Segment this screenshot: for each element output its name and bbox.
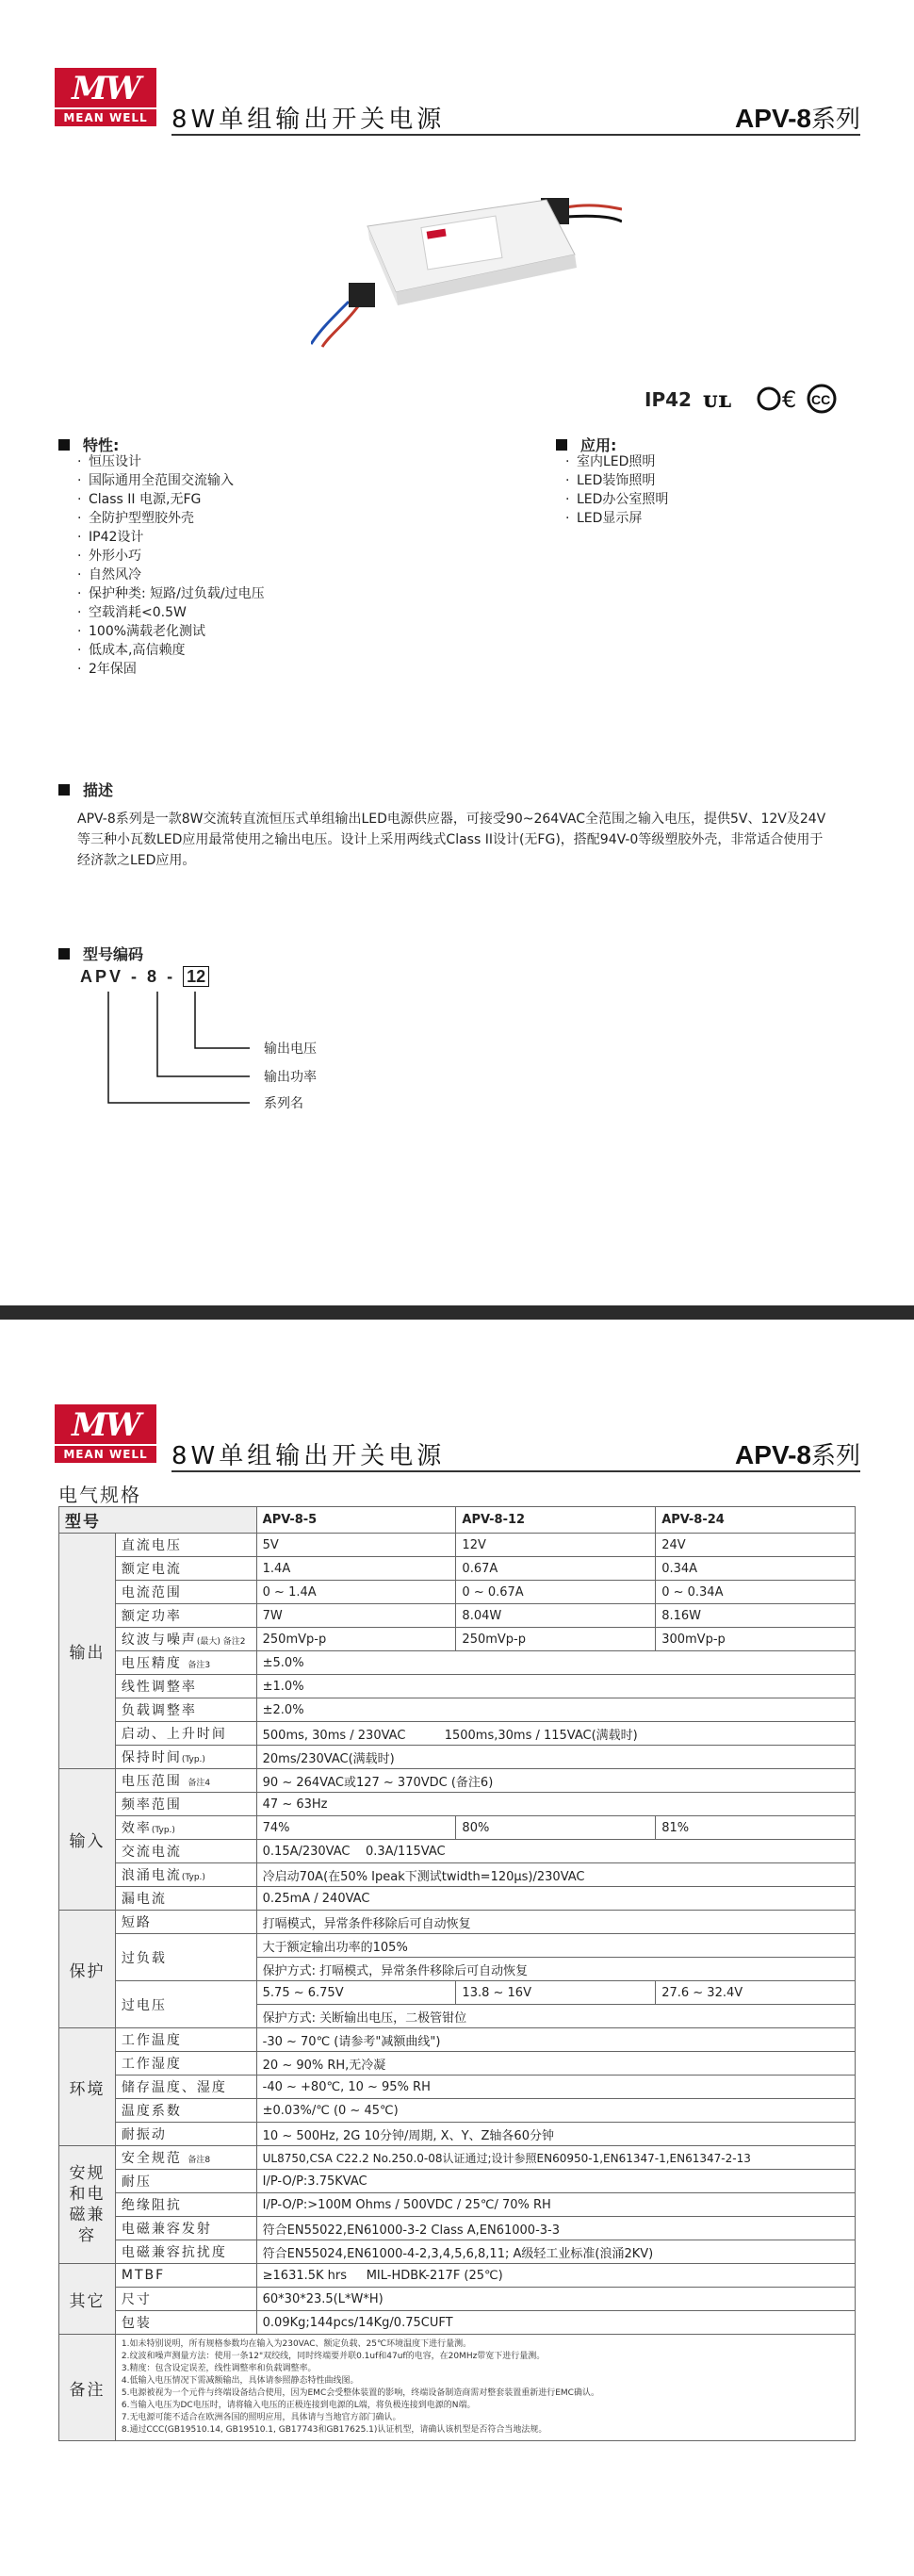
param-label: 绝缘阻抗 xyxy=(115,2193,256,2217)
param-label: 电磁兼容发射 xyxy=(115,2217,256,2240)
table-row xyxy=(59,2193,856,2217)
cell: 20ms/230VAC(满载时) xyxy=(256,1746,855,1769)
list-item: · 自然风冷 xyxy=(77,566,265,584)
list-item: · 全防护型塑胶外壳 xyxy=(77,509,265,528)
param-label: 电压精度 备注3 xyxy=(115,1651,256,1675)
cell: 10 ~ 500Hz, 2G 10分钟/周期, X、Y、Z轴各60分钟 xyxy=(256,2123,855,2146)
cell: 0.15A/230VAC 0.3A/115VAC xyxy=(256,1840,855,1863)
cell: ±1.0% xyxy=(256,1675,855,1698)
model-name: APV-8-24 xyxy=(656,1507,856,1534)
features-heading: 特性: xyxy=(58,434,119,455)
param-label: 频率范围 xyxy=(115,1793,256,1816)
applications-list xyxy=(565,452,668,528)
table-row xyxy=(59,1840,856,1863)
cell: ≥1631.5K hrs MIL-HDBK-217F (25℃) xyxy=(256,2264,855,2288)
model-label: 型号 xyxy=(59,1507,257,1534)
param-label: 线性调整率 xyxy=(115,1675,256,1698)
param-label: 耐压 xyxy=(115,2170,256,2193)
table-row xyxy=(59,1722,856,1746)
page-separator xyxy=(0,1305,914,1320)
svg-text:€: € xyxy=(782,386,797,413)
description-heading: 描述 xyxy=(58,779,113,800)
features-list xyxy=(77,452,265,679)
list-item: · 保护种类: 短路/过负载/过电压 xyxy=(77,584,265,603)
category-safety-emc: 安规和电磁兼容 xyxy=(59,2146,116,2264)
list-item: · LED显示屏 xyxy=(565,509,668,528)
table-row xyxy=(59,1507,856,1534)
spec-table xyxy=(58,1506,856,2441)
table-row xyxy=(59,1628,856,1651)
table-row xyxy=(59,2288,856,2311)
param-label: 包装 xyxy=(115,2311,256,2335)
description-text: APV-8系列是一款8W交流转直流恒压式单组输出LED电源供应器，可接受90~264VAC全范围之输入电压，提供5V、12V及24V等三种小瓦数LED应用最常使用之输出电压。设计上采用两线式Class II设计(无FG)，搭配94V-0等级塑胶外壳，非常适合使用于经济款之LED应用。 xyxy=(77,812,826,868)
cell: ±2.0% xyxy=(256,1698,855,1722)
param-label: 工作温度 xyxy=(115,2028,256,2052)
cell: 20 ~ 90% RH,无冷凝 xyxy=(256,2052,855,2076)
cell: 7W xyxy=(256,1604,456,1628)
cell: 12V xyxy=(456,1534,656,1557)
param-label: 直流电压 xyxy=(115,1534,256,1557)
svg-text:CC: CC xyxy=(811,392,831,407)
category-protection: 保护 xyxy=(59,1911,116,2028)
param-label: 短路 xyxy=(115,1911,256,1934)
param-label: 交流电流 xyxy=(115,1840,256,1863)
cell: I/P-O/P:3.75KVAC xyxy=(256,2170,855,2193)
logo-brand: MEAN WELL xyxy=(55,109,156,126)
param-label: 过电压 xyxy=(115,1981,256,2028)
cell: 90 ~ 264VAC或127 ~ 370VDC (备注6) xyxy=(256,1769,855,1793)
logo-text: MW xyxy=(72,70,139,107)
cell: 8.04W xyxy=(456,1604,656,1628)
list-item: · 100%满载老化测试 xyxy=(77,622,265,641)
cell: 保护方式: 关断输出电压，二极管钳位 xyxy=(256,2005,855,2028)
header-divider xyxy=(171,134,860,136)
table-row xyxy=(59,2123,856,2146)
header-divider xyxy=(171,1470,860,1472)
list-item: · 外形小巧 xyxy=(77,547,265,566)
cell: 冷启动70A(在50% Ipeak下测试twidth=120μs)/230VAC xyxy=(256,1863,855,1887)
note-line: 6.当输入电压为DC电压时，请将输入电压的正极连接到电源的L端，将负极连接到电源的N端。 xyxy=(121,2401,476,2410)
table-row xyxy=(59,1981,856,2005)
cell: -30 ~ 70℃ (请参考"减额曲线") xyxy=(256,2028,855,2052)
cell: 0 ~ 0.67A xyxy=(456,1581,656,1604)
cell: 打嗝模式，异常条件移除后可自动恢复 xyxy=(256,1911,855,1934)
table-row xyxy=(59,1581,856,1604)
param-label: 储存温度、湿度 xyxy=(115,2076,256,2099)
page-title: 8W单组输出开关电源 xyxy=(171,1442,446,1470)
param-label: 电磁兼容抗扰度 xyxy=(115,2240,256,2264)
category-notes: 备注 xyxy=(59,2335,116,2441)
table-row xyxy=(59,1887,856,1911)
model-code: APV - 8 - 12 xyxy=(80,967,209,987)
table-row xyxy=(59,1769,856,1793)
cell: 60*30*23.5(L*W*H) xyxy=(256,2288,855,2311)
param-label: 尺寸 xyxy=(115,2288,256,2311)
param-label: 负载调整率 xyxy=(115,1698,256,1722)
category-environment: 环境 xyxy=(59,2028,116,2146)
note-line: 8.通过CCC(GB19510.14, GB19510.1, GB17743和GB17625.1)认证机型，请确认该机型是否符合当地法规。 xyxy=(121,2425,547,2435)
table-row xyxy=(59,2076,856,2099)
table-row xyxy=(59,2099,856,2123)
certification-icons xyxy=(701,383,861,415)
param-label: 电流范围 xyxy=(115,1581,256,1604)
table-row xyxy=(59,2146,856,2170)
table-row xyxy=(59,2335,856,2441)
series-name: APV-8系列 xyxy=(735,104,860,134)
param-label: 额定功率 xyxy=(115,1604,256,1628)
table-row xyxy=(59,1816,856,1840)
cell: 80% xyxy=(456,1816,656,1840)
table-row xyxy=(59,1746,856,1769)
cell: 47 ~ 63Hz xyxy=(256,1793,855,1816)
param-label: 浪涌电流(Typ.) xyxy=(115,1863,256,1887)
table-row xyxy=(59,1934,856,1958)
cell: 0.25mA / 240VAC xyxy=(256,1887,855,1911)
cell: UL8750,CSA C22.2 No.250.0-08认证通过;设计参照EN60950-1,EN61347-1,EN61347-2-13 xyxy=(256,2146,855,2170)
cell: 13.8 ~ 16V xyxy=(456,1981,656,2005)
table-row xyxy=(59,2311,856,2335)
note-line: 4.低输入电压情况下需减额输出，具体请参照静态特性曲线图。 xyxy=(121,2376,359,2386)
list-item: · 恒压设计 xyxy=(77,452,265,471)
cell: 符合EN55024,EN61000-4-2,3,4,5,6,8,11; A级轻工业标准(浪涌2KV) xyxy=(256,2240,855,2264)
spec-title: 电气规格 xyxy=(58,1484,141,1506)
cell: ±5.0% xyxy=(256,1651,855,1675)
cell: ±0.03%/℃ (0 ~ 45℃) xyxy=(256,2099,855,2123)
header-page-2 xyxy=(55,1404,860,1472)
table-row xyxy=(59,1911,856,1934)
mean-well-logo xyxy=(55,1404,156,1463)
cell: 500ms, 30ms / 230VAC 1500ms,30ms / 115VAC(满载时) xyxy=(256,1722,855,1746)
note-line: 5.电源被视为一个元件与终端设备结合使用，因为EMC会受整体装置的影响，终端设备制造商需对整套装置重新进行EMC确认。 xyxy=(121,2388,599,2398)
param-label: 耐振动 xyxy=(115,2123,256,2146)
series-name: APV-8系列 xyxy=(735,1440,860,1470)
list-item: · LED装饰照明 xyxy=(565,471,668,490)
note-line: 1.如未特别说明，所有规格参数均在输入为230VAC、额定负载、25℃环境温度下进行量测。 xyxy=(121,2339,472,2349)
cell: I/P-O/P:>100M Ohms / 500VDC / 25℃/ 70% RH xyxy=(256,2193,855,2217)
svg-text:ᴜʟ: ᴜʟ xyxy=(703,386,732,413)
model-code-heading: 型号编码 xyxy=(58,943,143,964)
label-output-power: 输出功率 xyxy=(264,1070,317,1085)
cell: 300mVp-p xyxy=(656,1628,856,1651)
cell: -40 ~ +80℃, 10 ~ 95% RH xyxy=(256,2076,855,2099)
ip-rating: IP42 xyxy=(645,388,692,411)
cell: 0 ~ 0.34A xyxy=(656,1581,856,1604)
category-others: 其它 xyxy=(59,2264,116,2335)
table-row xyxy=(59,2170,856,2193)
param-label: 过负载 xyxy=(115,1934,256,1981)
label-output-voltage: 输出电压 xyxy=(264,1042,317,1057)
list-item: · 国际通用全范围交流输入 xyxy=(77,471,265,490)
certification-marks xyxy=(645,381,861,418)
cell: 250mVp-p xyxy=(456,1628,656,1651)
list-item: · 2年保固 xyxy=(77,660,265,679)
list-item: · IP42设计 xyxy=(77,528,265,547)
list-item: · 室内LED照明 xyxy=(565,452,668,471)
table-row xyxy=(59,2240,856,2264)
table-row xyxy=(59,1793,856,1816)
cell: 27.6 ~ 32.4V xyxy=(656,1981,856,2005)
model-name: APV-8-5 xyxy=(256,1507,456,1534)
product-image xyxy=(311,189,622,349)
param-label: 电压范围 备注4 xyxy=(115,1769,256,1793)
notes-text xyxy=(115,2335,855,2441)
category-input: 输入 xyxy=(59,1769,116,1911)
cell: 0.67A xyxy=(456,1557,656,1581)
label-series-name: 系列名 xyxy=(264,1096,303,1111)
datasheet-page-2 xyxy=(0,1320,914,2576)
logo-text: MW xyxy=(72,1406,139,1444)
cell: 1.4A xyxy=(256,1557,456,1581)
table-row xyxy=(59,1651,856,1675)
table-row xyxy=(59,1863,856,1887)
table-row xyxy=(59,1698,856,1722)
param-label: 漏电流 xyxy=(115,1887,256,1911)
param-label: 额定电流 xyxy=(115,1557,256,1581)
table-row xyxy=(59,1534,856,1557)
note-line: 2.纹波和噪声测量方法：使用一条12"双绞线，同时终端要并联0.1uf和47uf的电容，在20MHz带宽下进行量测。 xyxy=(121,2352,546,2361)
note-line: 3.精度：包含设定误差，线性调整率和负载调整率。 xyxy=(121,2364,317,2373)
list-item: · 低成本,高信赖度 xyxy=(77,641,265,660)
param-label: 效率(Typ.) xyxy=(115,1816,256,1840)
cell: 74% xyxy=(256,1816,456,1840)
header xyxy=(55,68,860,136)
model-name: APV-8-12 xyxy=(456,1507,656,1534)
applications-heading: 应用: xyxy=(556,434,616,455)
cell: 0 ~ 1.4A xyxy=(256,1581,456,1604)
table-row xyxy=(59,1557,856,1581)
list-item: · Class II 电源,无FG xyxy=(77,490,265,509)
logo-brand: MEAN WELL xyxy=(55,1446,156,1463)
param-label: 保持时间(Typ.) xyxy=(115,1746,256,1769)
list-item: · LED办公室照明 xyxy=(565,490,668,509)
cell: 0.09Kg;144pcs/14Kg/0.75CUFT xyxy=(256,2311,855,2335)
param-label: 安全规范 备注8 xyxy=(115,2146,256,2170)
param-label: 工作湿度 xyxy=(115,2052,256,2076)
mean-well-logo xyxy=(55,68,156,126)
note-line: 7.无电源可能不适合在欧洲各国的照明应用，具体请与当地官方部门确认。 xyxy=(121,2413,401,2422)
cell: 大于额定输出功率的105% xyxy=(256,1934,855,1958)
list-item: · 空载消耗<0.5W xyxy=(77,603,265,622)
cell: 8.16W xyxy=(656,1604,856,1628)
param-label: 纹波与噪声(最大) 备注2 xyxy=(115,1628,256,1651)
param-label: 温度系数 xyxy=(115,2099,256,2123)
cell: 5.75 ~ 6.75V xyxy=(256,1981,456,2005)
cell: 24V xyxy=(656,1534,856,1557)
param-label: MTBF xyxy=(115,2264,256,2288)
cell: 符合EN55022,EN61000-3-2 Class A,EN61000-3-3 xyxy=(256,2217,855,2240)
table-row xyxy=(59,2052,856,2076)
table-row xyxy=(59,1604,856,1628)
table-row xyxy=(59,2264,856,2288)
model-code-diagram xyxy=(80,990,269,1112)
page-title: 8W单组输出开关电源 xyxy=(171,106,446,134)
cell: 0.34A xyxy=(656,1557,856,1581)
table-row xyxy=(59,2217,856,2240)
category-output: 输出 xyxy=(59,1534,116,1769)
param-label: 启动、上升时间 xyxy=(115,1722,256,1746)
cell: 5V xyxy=(256,1534,456,1557)
cell: 250mVp-p xyxy=(256,1628,456,1651)
cell: 81% xyxy=(656,1816,856,1840)
table-row xyxy=(59,1675,856,1698)
cell: 保护方式: 打嗝模式，异常条件移除后可自动恢复 xyxy=(256,1958,855,1981)
table-row xyxy=(59,2028,856,2052)
